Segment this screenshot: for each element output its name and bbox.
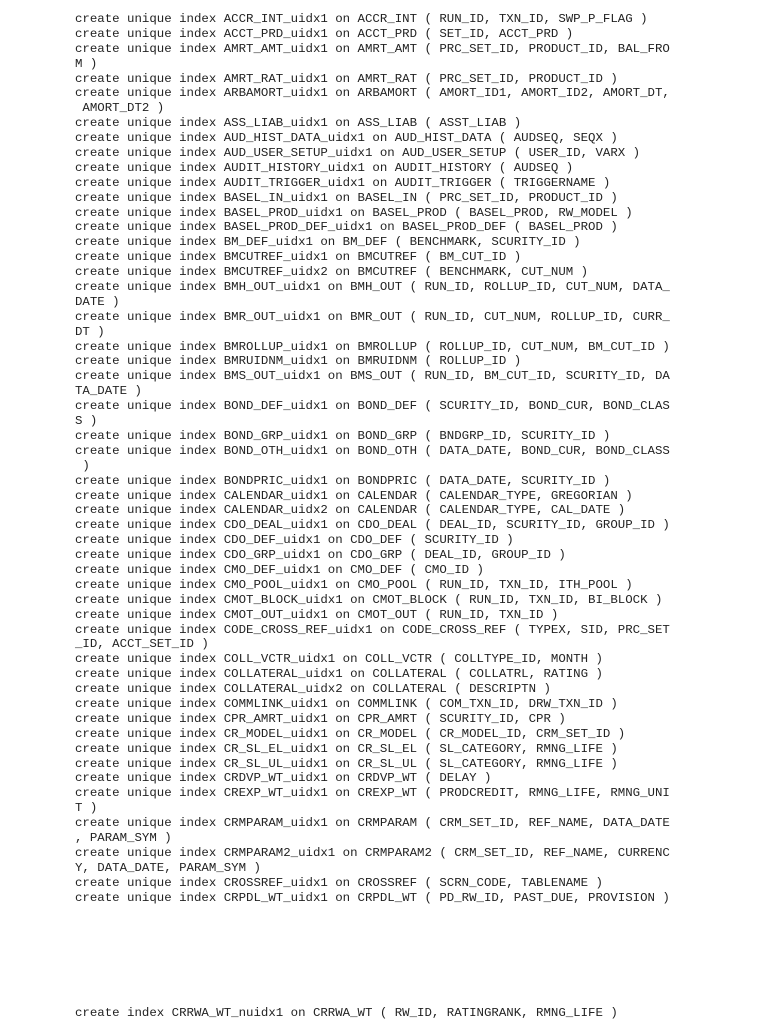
sql-line: create unique index BMCUTREF_uidx1 on BMCUTREF ( BM_CUT_ID ): [75, 250, 522, 265]
sql-line: create unique index COLLATERAL_uidx2 on COLLATERAL ( DESCRIPTN ): [75, 682, 551, 697]
sql-line: create unique index BASEL_PROD_uidx1 on BASEL_PROD ( BASEL_PROD, RW_MODEL ): [75, 205, 633, 220]
sql-line: create unique index BMH_OUT_uidx1 on BMH_OUT ( RUN_ID, ROLLUP_ID, CUT_NUM, DATA_: [75, 280, 670, 295]
sql-line: create unique index BMROLLUP_uidx1 on BMROLLUP ( ROLLUP_ID, CUT_NUM, BM_CUT_ID ): [75, 339, 670, 354]
sql-line: create unique index CRMPARAM_uidx1 on CRMPARAM ( CRM_SET_ID, REF_NAME, DATA_DATE: [75, 816, 670, 831]
sql-line: create unique index AUD_HIST_DATA_uidx1 on AUD_HIST_DATA ( AUDSEQ, SEQX ): [75, 131, 618, 146]
sql-line: create unique index CMOT_OUT_uidx1 on CMOT_OUT ( RUN_ID, TXN_ID ): [75, 607, 559, 622]
sql-line: create unique index AUD_USER_SETUP_uidx1 on AUD_USER_SETUP ( USER_ID, VARX ): [75, 146, 641, 161]
sql-line: T ): [75, 801, 98, 816]
sql-line: create unique index ARBAMORT_uidx1 on ARBAMORT ( AMORT_ID1, AMORT_ID2, AMORT_DT,: [75, 86, 670, 101]
sql-line: create unique index AMRT_AMT_uidx1 on AMRT_AMT ( PRC_SET_ID, PRODUCT_ID, BAL_FRO: [75, 41, 670, 56]
sql-line: create unique index AUDIT_TRIGGER_uidx1 on AUDIT_TRIGGER ( TRIGGERNAME ): [75, 175, 611, 190]
sql-line: create unique index CALENDAR_uidx1 on CALENDAR ( CALENDAR_TYPE, GREGORIAN ): [75, 488, 633, 503]
sql-line: create unique index CR_SL_EL_uidx1 on CR_SL_EL ( SL_CATEGORY, RMNG_LIFE ): [75, 741, 618, 756]
sql-line: create unique index BOND_DEF_uidx1 on BOND_DEF ( SCURITY_ID, BOND_CUR, BOND_CLAS: [75, 399, 670, 414]
sql-line: DT ): [75, 324, 105, 339]
sql-line: create unique index CMO_POOL_uidx1 on CMO_POOL ( RUN_ID, TXN_ID, ITH_POOL ): [75, 577, 633, 592]
sql-line: create unique index BMCUTREF_uidx2 on BMCUTREF ( BENCHMARK, CUT_NUM ): [75, 265, 589, 280]
sql-line: create unique index CPR_AMRT_uidx1 on CPR_AMRT ( SCURITY_ID, CPR ): [75, 711, 566, 726]
sql-line: create unique index ASS_LIAB_uidx1 on ASS_LIAB ( ASST_LIAB ): [75, 116, 522, 131]
sql-line: create unique index BMRUIDNM_uidx1 on BMRUIDNM ( ROLLUP_ID ): [75, 354, 522, 369]
sql-line: ): [75, 458, 90, 473]
sql-line: create unique index CODE_CROSS_REF_uidx1 on CODE_CROSS_REF ( TYPEX, SID, PRC_SET: [75, 622, 670, 637]
sql-line: create unique index COMMLINK_uidx1 on COMMLINK ( COM_TXN_ID, DRW_TXN_ID ): [75, 696, 618, 711]
sql-line: create unique index CDO_DEAL_uidx1 on CDO_DEAL ( DEAL_ID, SCURITY_ID, GROUP_ID ): [75, 518, 670, 533]
sql-line: create unique index CDO_DEF_uidx1 on CDO_DEF ( SCURITY_ID ): [75, 533, 514, 548]
sql-index-statements: [75, 12, 695, 905]
sql-statement-footer: create index CRRWA_WT_nuidx1 on CRRWA_WT ( RW_ID, RATINGRANK, RMNG_LIFE ): [75, 1006, 618, 1020]
sql-line: create unique index CREXP_WT_uidx1 on CREXP_WT ( PRODCREDIT, RMNG_LIFE, RMNG_UNI: [75, 786, 670, 801]
sql-line: , PARAM_SYM ): [75, 830, 172, 845]
sql-line: DATE ): [75, 294, 120, 309]
sql-line: create unique index BOND_OTH_uidx1 on BOND_OTH ( DATA_DATE, BOND_CUR, BOND_CLASS: [75, 443, 670, 458]
sql-line: create unique index CMOT_BLOCK_uidx1 on CMOT_BLOCK ( RUN_ID, TXN_ID, BI_BLOCK ): [75, 592, 663, 607]
sql-line: create unique index BONDPRIC_uidx1 on BONDPRIC ( DATA_DATE, SCURITY_ID ): [75, 473, 611, 488]
sql-line: create unique index BMS_OUT_uidx1 on BMS_OUT ( RUN_ID, BM_CUT_ID, SCURITY_ID, DA: [75, 369, 670, 384]
sql-line: M ): [75, 56, 98, 71]
sql-line: create unique index BM_DEF_uidx1 on BM_DEF ( BENCHMARK, SCURITY_ID ): [75, 235, 581, 250]
sql-line: create unique index CRMPARAM2_uidx1 on CRMPARAM2 ( CRM_SET_ID, REF_NAME, CURRENC: [75, 845, 670, 860]
sql-line: create unique index CROSSREF_uidx1 on CROSSREF ( SCRN_CODE, TABLENAME ): [75, 875, 603, 890]
sql-line: create unique index CR_MODEL_uidx1 on CR_MODEL ( CR_MODEL_ID, CRM_SET_ID ): [75, 726, 626, 741]
sql-line: create unique index CRPDL_WT_uidx1 on CRPDL_WT ( PD_RW_ID, PAST_DUE, PROVISION ): [75, 890, 670, 905]
sql-line: create unique index AUDIT_HISTORY_uidx1 on AUDIT_HISTORY ( AUDSEQ ): [75, 160, 574, 175]
sql-line: create unique index CRDVP_WT_uidx1 on CRDVP_WT ( DELAY ): [75, 771, 492, 786]
sql-line: create unique index ACCT_PRD_uidx1 on ACCT_PRD ( SET_ID, ACCT_PRD ): [75, 26, 574, 41]
sql-line: create unique index CALENDAR_uidx2 on CALENDAR ( CALENDAR_TYPE, CAL_DATE ): [75, 503, 626, 518]
sql-line: TA_DATE ): [75, 384, 142, 399]
sql-line: _ID, ACCT_SET_ID ): [75, 637, 209, 652]
sql-line: create unique index BASEL_IN_uidx1 on BASEL_IN ( PRC_SET_ID, PRODUCT_ID ): [75, 190, 618, 205]
sql-line: create unique index CDO_GRP_uidx1 on CDO_GRP ( DEAL_ID, GROUP_ID ): [75, 548, 566, 563]
sql-line: create unique index COLL_VCTR_uidx1 on COLL_VCTR ( COLLTYPE_ID, MONTH ): [75, 652, 603, 667]
sql-line: create unique index ACCR_INT_uidx1 on ACCR_INT ( RUN_ID, TXN_ID, SWP_P_FLAG ): [75, 12, 648, 26]
sql-line: create unique index BOND_GRP_uidx1 on BOND_GRP ( BNDGRP_ID, SCURITY_ID ): [75, 428, 611, 443]
sql-line: create unique index BASEL_PROD_DEF_uidx1 on BASEL_PROD_DEF ( BASEL_PROD ): [75, 220, 618, 235]
sql-line: Y, DATA_DATE, PARAM_SYM ): [75, 860, 261, 875]
sql-line: create unique index AMRT_RAT_uidx1 on AMRT_RAT ( PRC_SET_ID, PRODUCT_ID ): [75, 71, 618, 86]
sql-line: create unique index CMO_DEF_uidx1 on CMO_DEF ( CMO_ID ): [75, 562, 484, 577]
sql-line: AMORT_DT2 ): [75, 101, 165, 116]
sql-line: S ): [75, 414, 98, 429]
sql-line: create unique index CR_SL_UL_uidx1 on CR_SL_UL ( SL_CATEGORY, RMNG_LIFE ): [75, 756, 618, 771]
sql-line: create unique index COLLATERAL_uidx1 on COLLATERAL ( COLLATRL, RATING ): [75, 667, 603, 682]
sql-line: create unique index BMR_OUT_uidx1 on BMR_OUT ( RUN_ID, CUT_NUM, ROLLUP_ID, CURR_: [75, 309, 670, 324]
